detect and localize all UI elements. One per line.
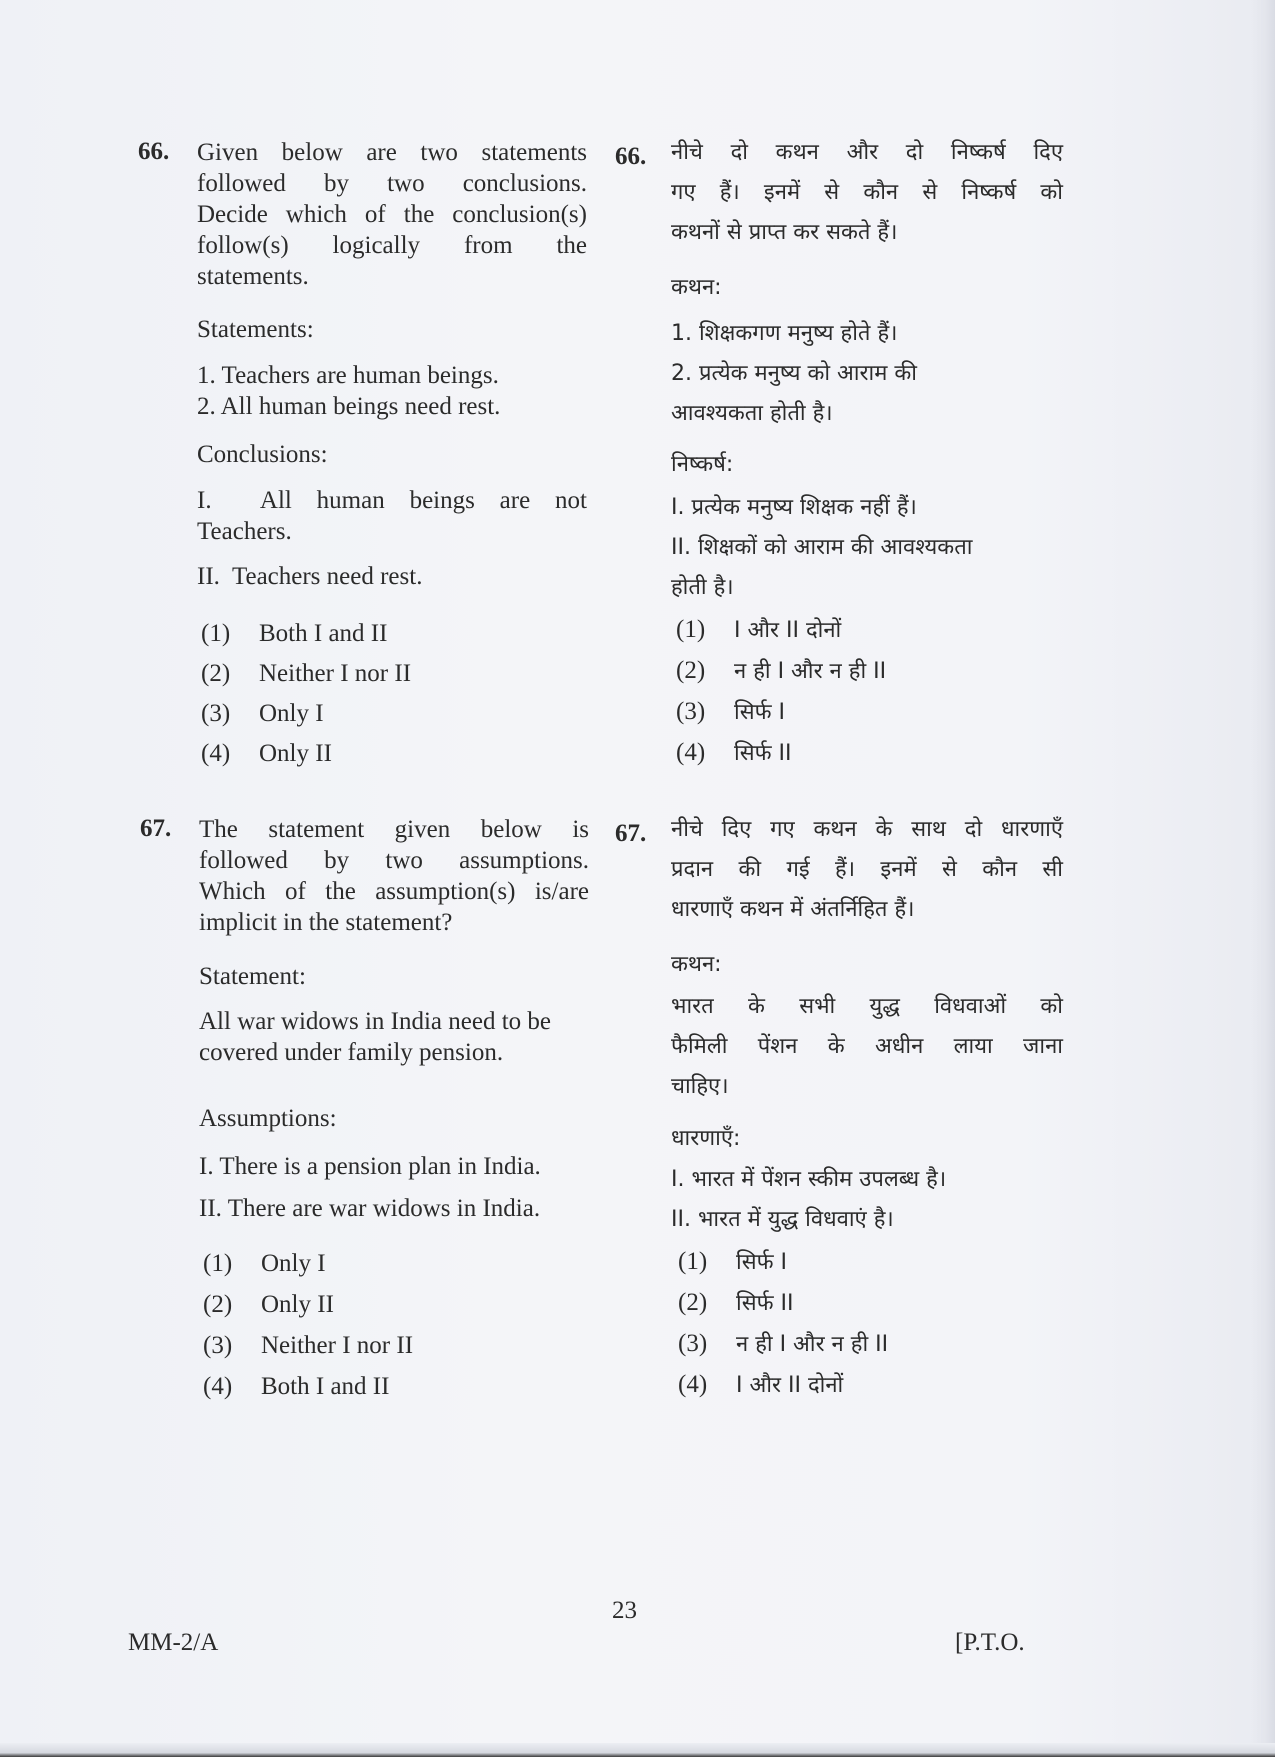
- q67-hi-question: [671, 810, 1063, 930]
- q66-hi-statements: [671, 314, 917, 434]
- q66-en-options: [201, 614, 411, 774]
- q67-hi-question-line: प्रदान की गई हैं। इनमें से कौन सी: [671, 857, 1063, 882]
- q67-en-option-4[interactable]: [203, 1366, 413, 1407]
- q66-en-conclusion-1-line: I. All human beings are not: [197, 487, 587, 514]
- option-text: Both I and II: [261, 1373, 390, 1400]
- q67-hi-option-2[interactable]: [678, 1283, 888, 1324]
- q66-hi-question-line: नीचे दो कथन और दो निष्कर्ष दिए: [671, 140, 1063, 165]
- option-number: (3): [201, 700, 231, 727]
- q66-en-statement: 2. All human beings need rest.: [197, 393, 501, 420]
- q66-en-option-3[interactable]: [201, 694, 411, 734]
- q67-en-question-line: Which of the assumption(s) is/are: [199, 878, 589, 905]
- q66-hi-option-2[interactable]: [676, 651, 886, 692]
- q66-en-conclusion-1-line: Teachers.: [197, 518, 292, 545]
- please-turn-over: [P.T.O.: [955, 1629, 1025, 1656]
- option-text: सिर्फ II: [734, 741, 792, 766]
- q66-hi-option-3[interactable]: [676, 692, 886, 733]
- q67-hi-option-3[interactable]: [678, 1324, 888, 1365]
- q66-hi-option-4[interactable]: [676, 733, 886, 774]
- paper-code: MM-2/A: [128, 1629, 219, 1656]
- q67-en-number: 67.: [140, 815, 172, 842]
- q66-en-question-line: statements.: [197, 263, 309, 290]
- q66-hi-question-line: गए हैं। इनमें से कौन से निष्कर्ष को: [671, 180, 1063, 205]
- option-number: (4): [678, 1371, 708, 1398]
- q67-en-question-line: followed by two assumptions.: [199, 847, 589, 874]
- q67-en-assumption: II. There are war widows in India.: [199, 1195, 541, 1222]
- q67-en-options: [203, 1243, 413, 1407]
- q66-en-statements: [197, 360, 500, 422]
- q67-hi-statement-line: चाहिए।: [671, 1074, 729, 1099]
- q67-en-option-1[interactable]: [203, 1243, 413, 1284]
- page-number: 23: [612, 1597, 637, 1624]
- q67-hi-statement: [671, 987, 1063, 1107]
- option-text: Both I and II: [259, 620, 388, 647]
- q67-hi-assumption: I. भारत में पेंशन स्कीम उपलब्ध है।: [671, 1167, 947, 1192]
- option-text: सिर्फ I: [736, 1250, 788, 1275]
- q67-hi-number: 67.: [615, 820, 647, 847]
- q67-en-question-line: implicit in the statement?: [199, 909, 453, 936]
- option-text: Neither I nor II: [259, 660, 412, 687]
- q66-hi-question-line: कथनों से प्राप्त कर सकते हैं।: [671, 220, 898, 245]
- q66-en-option-4[interactable]: [201, 734, 411, 774]
- option-number: (1): [203, 1250, 233, 1277]
- q67-hi-statement-line: फैमिली पेंशन के अधीन लाया जाना: [671, 1034, 1063, 1059]
- q66-hi-statements-label: कथन:: [671, 275, 722, 300]
- q66-en-statements-label: Statements:: [197, 316, 314, 343]
- q66-en-conclusions-label: Conclusions:: [197, 441, 328, 468]
- option-number: (2): [678, 1289, 708, 1316]
- q67-en-statement-line: covered under family pension.: [199, 1039, 504, 1066]
- q66-en-statement: 1. Teachers are human beings.: [197, 362, 499, 389]
- q66-hi-statement: 1. शिक्षकगण मनुष्य होते हैं।: [671, 321, 898, 346]
- option-text: I और II दोनों: [734, 618, 842, 643]
- option-text: Only II: [261, 1291, 334, 1318]
- q67-en-option-3[interactable]: [203, 1325, 413, 1366]
- q66-hi-options: [676, 610, 886, 774]
- option-text: न ही I और न ही II: [736, 1332, 889, 1357]
- page-bottom-edge: [0, 1743, 1275, 1757]
- q67-hi-option-4[interactable]: [678, 1365, 888, 1406]
- option-text: सिर्फ I: [734, 700, 786, 725]
- q67-en-statement: [199, 1006, 551, 1068]
- option-text: सिर्फ II: [736, 1291, 794, 1316]
- q66-hi-statement: 2. प्रत्येक मनुष्य को आराम की: [671, 361, 917, 386]
- option-number: (2): [201, 660, 231, 687]
- option-number: (1): [678, 1248, 708, 1275]
- q67-en-statement-label: Statement:: [199, 963, 306, 990]
- q66-en-question-line: follow(s) logically from the: [197, 232, 587, 259]
- q66-hi-statement: आवश्यकता होती है।: [671, 401, 833, 426]
- q66-hi-number: 66.: [615, 143, 647, 170]
- option-number: (4): [201, 740, 231, 767]
- option-number: (3): [203, 1332, 233, 1359]
- q67-en-assumptions-label: Assumptions:: [199, 1105, 337, 1132]
- q66-hi-conclusion: I. प्रत्येक मनुष्य शिक्षक नहीं हैं।: [671, 495, 917, 520]
- option-text: न ही I और न ही II: [734, 659, 887, 684]
- q66-en-number: 66.: [138, 138, 170, 165]
- option-text: Only I: [261, 1250, 326, 1277]
- q67-hi-assumptions: [671, 1160, 946, 1240]
- q67-en-statement-line: All war widows in India need to be: [199, 1008, 552, 1035]
- option-number: (3): [678, 1330, 708, 1357]
- q66-en-question-line: Given below are two statements: [197, 139, 587, 166]
- option-number: (1): [676, 616, 706, 643]
- q66-en-question: [197, 137, 587, 292]
- option-number: (1): [201, 620, 231, 647]
- q66-en-question-line: Decide which of the conclusion(s): [197, 201, 587, 228]
- q66-en-question-line: followed by two conclusions.: [197, 170, 587, 197]
- option-number: (2): [203, 1291, 233, 1318]
- q66-hi-conclusion: होती है।: [671, 575, 734, 600]
- q67-en-option-2[interactable]: [203, 1284, 413, 1325]
- option-text: Only II: [259, 740, 332, 767]
- q66-en-conclusion-1: [197, 485, 587, 547]
- q66-en-conclusion-2: II. Teachers need rest.: [197, 563, 423, 590]
- q66-en-option-2[interactable]: [201, 654, 411, 694]
- option-text: I और II दोनों: [736, 1373, 844, 1398]
- q67-hi-question-line: धारणाएँ कथन में अंतर्निहित हैं।: [671, 897, 915, 922]
- option-text: Only I: [259, 700, 324, 727]
- q67-hi-options: [678, 1242, 888, 1406]
- option-number: (2): [676, 657, 706, 684]
- q67-en-assumption: I. There is a pension plan in India.: [199, 1153, 541, 1180]
- option-number: (3): [676, 698, 706, 725]
- q66-hi-option-1[interactable]: [676, 610, 886, 651]
- q67-en-question: [199, 814, 589, 938]
- option-number: (4): [676, 739, 706, 766]
- page-edge-shadow: [1251, 0, 1275, 1757]
- q67-hi-assumption: II. भारत में युद्ध विधवाएं है।: [671, 1207, 894, 1232]
- q66-en-option-1[interactable]: [201, 614, 411, 654]
- q67-en-question-line: The statement given below is: [199, 816, 589, 843]
- q66-hi-conclusion: II. शिक्षकों को आराम की आवश्यकता: [671, 535, 973, 560]
- option-text: Neither I nor II: [261, 1332, 414, 1359]
- q67-hi-option-1[interactable]: [678, 1242, 888, 1283]
- option-number: (4): [203, 1373, 233, 1400]
- q67-en-assumptions: [199, 1146, 541, 1230]
- q67-hi-question-line: नीचे दिए गए कथन के साथ दो धारणाएँ: [671, 817, 1063, 842]
- q67-hi-statement-label: कथन:: [671, 952, 722, 977]
- q66-hi-question: [671, 133, 1063, 253]
- q67-hi-statement-line: भारत के सभी युद्ध विधवाओं को: [671, 994, 1063, 1019]
- q66-hi-conclusions: [671, 488, 972, 608]
- q67-hi-assumptions-label: धारणाएँ:: [671, 1126, 741, 1151]
- q66-hi-conclusions-label: निष्कर्ष:: [671, 452, 734, 477]
